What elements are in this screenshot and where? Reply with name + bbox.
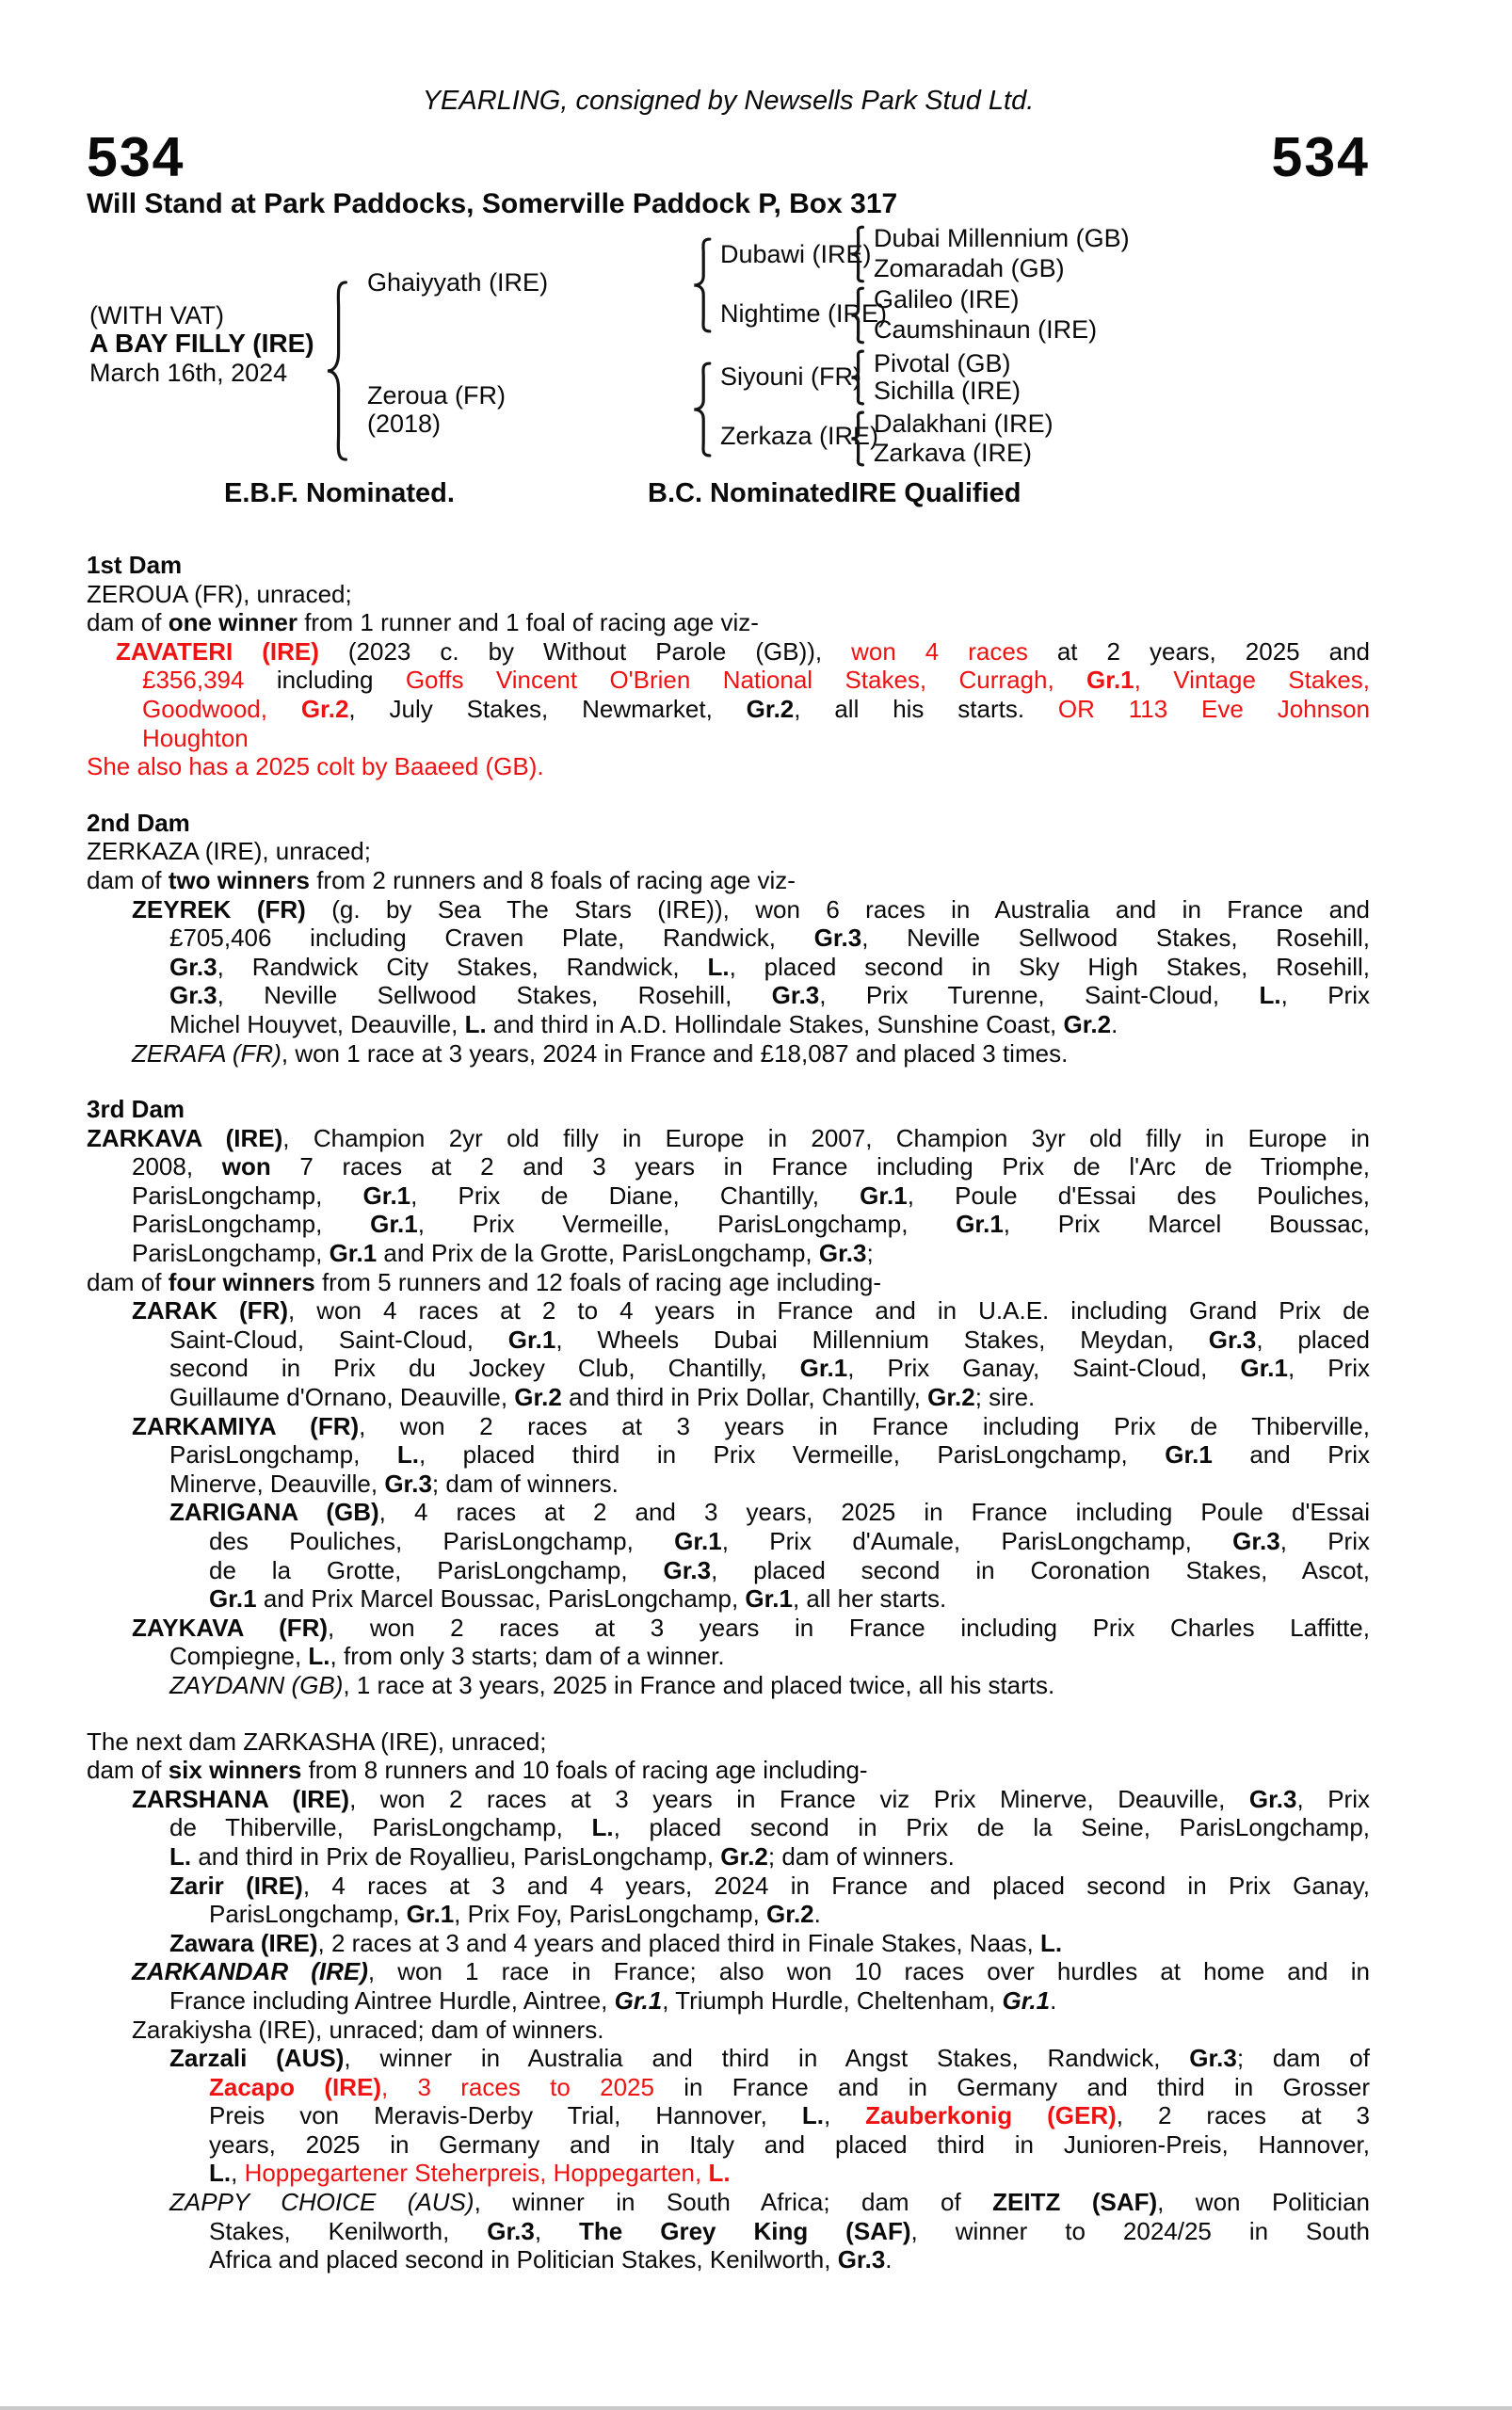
pedigree-line: Compiegne, L., from only 3 starts; dam of a winner.: [169, 1642, 725, 1671]
pedigree-line: Zarzali (AUS), winner in Australia and third in Angst Stakes, Randwick, Gr.3; dam of: [169, 2044, 1370, 2073]
pedigree-line: Gr.1 and Prix Marcel Boussac, ParisLongchamp, Gr.1, all her starts.: [209, 1584, 947, 1614]
pedigree-line: Zarakiysha (IRE), unraced; dam of winners.: [132, 2015, 604, 2044]
pedigree-line: Guillaume d'Ornano, Deauville, Gr.2 and third in Prix Dollar, Chantilly, Gr.2; sire.: [169, 1383, 1036, 1412]
pedigree-line: ZARAK (FR), won 4 races at 2 to 4 years in France and in U.A.E. including Grand Prix de: [132, 1296, 1371, 1326]
pedigree-line: Gr.3, Randwick City Stakes, Randwick, L., placed second in Sky High Stakes, Rosehill,: [169, 952, 1371, 981]
pedigree-line: The next dam ZARKASHA (IRE), unraced;: [87, 1727, 547, 1756]
pedigree-line: des Pouliches, ParisLongchamp, Gr.1, Prix d'Aumale, ParisLongchamp, Gr.3, Prix: [209, 1527, 1370, 1555]
pedigree-line: years, 2025 in Germany and in Italy and placed third in Junioren-Preis, Hannover,: [209, 2129, 1370, 2159]
greatgrandparent-3: Galileo (IRE): [874, 285, 1020, 313]
grandparent-dam-dam: Zerkaza (IRE): [720, 422, 879, 450]
dam-name: Zeroua (FR): [367, 381, 507, 410]
pedigree-line: Houghton: [142, 723, 249, 752]
pedigree-line: Saint-Cloud, Saint-Cloud, Gr.1, Wheels Dubai Millennium Stakes, Meydan, Gr.3, placed: [169, 1325, 1370, 1354]
pedigree-line: dam of one winner from 1 runner and 1 foal of racing age viz-: [87, 608, 759, 637]
brace-icon: [691, 362, 712, 458]
pedigree-line: dam of two winners from 2 runners and 8 foals of racing age viz-: [87, 865, 796, 894]
pedigree-line: Zawara (IRE), 2 races at 3 and 4 years and placed third in Finale Stakes, Naas, L.: [169, 1928, 1063, 1957]
ire-qualified: IRE Qualified: [851, 478, 1021, 508]
grandparent-sire-sire: Dubawi (IRE): [720, 240, 872, 268]
brace-icon: [849, 287, 864, 344]
pedigree-line: second in Prix du Jockey Club, Chantilly, Gr.1, Prix Ganay, Saint-Cloud, Gr.1, Prix: [169, 1354, 1370, 1383]
greatgrandparent-6: Sichilla (IRE): [874, 377, 1021, 405]
pedigree-line: ParisLongchamp, Gr.1, Prix Foy, ParisLongchamp, Gr.2.: [209, 1900, 821, 1929]
vat-note: (WITH VAT): [89, 301, 224, 329]
dam-year: (2018): [367, 410, 442, 438]
pedigree-line: ZAYKAVA (FR), won 2 races at 3 years in France including Prix Charles Laffitte,: [132, 1613, 1370, 1642]
pedigree-line: Gr.3, Neville Sellwood Stakes, Rosehill, Gr.3, Prix Turenne, Saint-Cloud, L., Prix: [169, 981, 1370, 1010]
pedigree-line: ZARKAMIYA (FR), won 2 races at 3 years in France including Prix de Thiberville,: [132, 1411, 1370, 1440]
bc-nomination: B.C. Nominated.: [648, 478, 859, 508]
greatgrandparent-5: Pivotal (GB): [874, 349, 1011, 378]
pedigree-text: [87, 551, 1370, 2274]
lot-number-right: 534: [1271, 126, 1370, 188]
consignor-tagline: YEARLING, consigned by Newsells Park Stud Ltd.: [422, 86, 1035, 116]
pedigree-line: France including Aintree Hurdle, Aintree, Gr.1, Triumph Hurdle, Cheltenham, Gr.1.: [169, 1985, 1057, 2015]
pedigree-line: £705,406 including Craven Plate, Randwick, Gr.3, Neville Sellwood Stakes, Rosehill,: [169, 924, 1370, 953]
pedigree-line: ZARKANDAR (IRE), won 1 race in France; also won 10 races over hurdles at home and in: [132, 1957, 1370, 1986]
grandparent-dam-sire: Siyouni (FR): [720, 362, 862, 391]
brace-icon: [849, 226, 864, 282]
dam-heading: 1st Dam: [87, 551, 183, 579]
sire-name: Ghaiyyath (IRE): [367, 268, 549, 297]
pedigree-line: ZEROUA (FR), unraced;: [87, 579, 352, 608]
subject-name: A BAY FILLY (IRE): [89, 329, 314, 358]
pedigree-line: Preis von Meravis-Derby Trial, Hannover, L., Zauberkonig (GER), 2 races at 3: [209, 2101, 1370, 2130]
pedigree-line: de la Grotte, ParisLongchamp, Gr.3, placed second in Coronation Stakes, Ascot,: [209, 1555, 1370, 1584]
grandparent-sire-dam: Nightime (IRE): [720, 299, 888, 328]
pedigree-line: Goodwood, Gr.2, July Stakes, Newmarket, Gr.2, all his starts. OR 113 Eve Johnson: [142, 694, 1370, 723]
pedigree-line: ZEYREK (FR) (g. by Sea The Stars (IRE)), won 6 races in Australia and in France and: [132, 894, 1370, 924]
pedigree-line: dam of four winners from 5 runners and 12 foals of racing age including-: [87, 1267, 881, 1296]
pedigree-line: dam of six winners from 8 runners and 10 foals of racing age including-: [87, 1756, 868, 1785]
brace-icon: [849, 350, 864, 405]
dam-heading: 2nd Dam: [87, 808, 190, 837]
pedigree-line: Zarir (IRE), 4 races at 3 and 4 years, 2024 in France and placed second in Prix Ganay,: [169, 1871, 1371, 1900]
page-edge-line: [0, 2406, 1512, 2410]
pedigree-line: ZAVATERI (IRE) (2023 c. by Without Parole (GB)), won 4 races at 2 years, 2025 and: [116, 636, 1370, 666]
brace-icon: [691, 237, 712, 333]
lot-number-left: 534: [87, 126, 185, 188]
pedigree-line: Minerve, Deauville, Gr.3; dam of winners.: [169, 1469, 619, 1498]
pedigree-line: ParisLongchamp, Gr.1, Prix Vermeille, ParisLongchamp, Gr.1, Prix Marcel Boussac,: [132, 1210, 1370, 1239]
pedigree-line: Michel Houyvet, Deauville, L. and third in A.D. Hollindale Stakes, Sunshine Coast, Gr.2.: [169, 1009, 1118, 1038]
ebf-nomination: E.B.F. Nominated.: [224, 478, 455, 508]
pedigree-line: ZERKAZA (IRE), unraced;: [87, 837, 371, 866]
pedigree-line: ZAYDANN (GB), 1 race at 3 years, 2025 in France and placed twice, all his starts.: [169, 1670, 1055, 1699]
pedigree-line: ZERAFA (FR), won 1 race at 3 years, 2024 in France and £18,087 and placed 3 times.: [132, 1038, 1069, 1068]
greatgrandparent-2: Zomaradah (GB): [874, 254, 1065, 282]
pedigree-line: ParisLongchamp, Gr.1, Prix de Diane, Chantilly, Gr.1, Poule d'Essai des Pouliches,: [132, 1181, 1371, 1210]
pedigree-line: Stakes, Kenilworth, Gr.3, The Grey King (SAF), winner to 2024/25 in South: [209, 2216, 1370, 2245]
pedigree-line: ParisLongchamp, L., placed third in Prix Vermeille, ParisLongchamp, Gr.1 and Prix: [169, 1440, 1370, 1470]
pedigree-line: She also has a 2025 colt by Baaeed (GB).: [87, 752, 544, 781]
pedigree-line: de Thiberville, ParisLongchamp, L., placed second in Prix de la Seine, ParisLongchamp,: [169, 1813, 1371, 1842]
pedigree-line: ZARIGANA (GB), 4 races at 2 and 3 years, 2025 in France including Poule d'Essai: [169, 1498, 1370, 1527]
pedigree-line: L. and third in Prix de Royallieu, ParisLongchamp, Gr.2; dam of winners.: [169, 1841, 955, 1871]
pedigree-line: L., Hoppegartener Steherpreis, Hoppegarten, L.: [209, 2159, 731, 2188]
greatgrandparent-8: Zarkava (IRE): [874, 439, 1033, 467]
stand-location-line: Will Stand at Park Paddocks, Somerville Paddock P, Box 317: [87, 188, 898, 219]
pedigree-line: £356,394 including Goffs Vincent O'Brien National Stakes, Curragh, Gr.1, Vintage Stakes,: [142, 666, 1371, 695]
greatgrandparent-1: Dubai Millennium (GB): [874, 224, 1130, 252]
pedigree-line: ZARKAVA (IRE), Champion 2yr old filly in Europe in 2007, Champion 3yr old filly in Europe in: [87, 1123, 1370, 1152]
pedigree-line: ParisLongchamp, Gr.1 and Prix de la Grotte, ParisLongchamp, Gr.3;: [132, 1239, 874, 1268]
pedigree-line: ZAPPY CHOICE (AUS), winner in South Africa; dam of ZEITZ (SAF), won Politician: [169, 2188, 1370, 2217]
dam-heading: 3rd Dam: [87, 1095, 185, 1124]
greatgrandparent-7: Dalakhani (IRE): [874, 410, 1054, 438]
foal-date: March 16th, 2024: [89, 359, 288, 387]
brace-icon: [849, 411, 864, 466]
pedigree-line: 2008, won 7 races at 2 and 3 years in France including Prix de l'Arc de Triomphe,: [132, 1152, 1370, 1181]
brace-icon: [324, 279, 348, 463]
pedigree-line: Africa and placed second in Politician Stakes, Kenilworth, Gr.3.: [209, 2245, 893, 2274]
greatgrandparent-4: Caumshinaun (IRE): [874, 315, 1098, 344]
pedigree-line: ZARSHANA (IRE), won 2 races at 3 years in France viz Prix Minerve, Deauville, Gr.3, Prix: [132, 1784, 1370, 1813]
pedigree-line: Zacapo (IRE), 3 races to 2025 in France and in Germany and third in Grosser: [209, 2072, 1370, 2101]
